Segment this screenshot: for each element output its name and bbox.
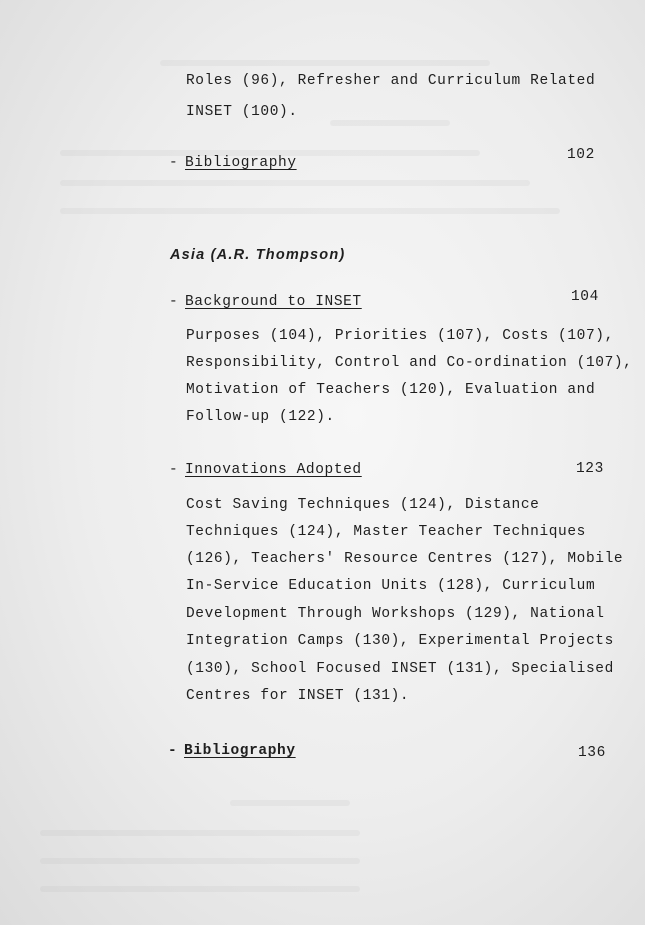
intro-line: INSET (100). <box>186 104 298 120</box>
entry-description-line: Purposes (104), Priorities (107), Costs (107), <box>186 328 614 344</box>
section-heading: Asia (A.R. Thompson) <box>170 247 346 263</box>
entry-dash: - <box>169 462 179 478</box>
entry-description-line: Techniques (124), Master Teacher Techniques <box>186 524 586 540</box>
entry-description-line: (126), Teachers' Resource Centres (127), Mobile <box>186 551 624 567</box>
show-through-line <box>60 208 560 214</box>
entry-page-number: 123 <box>576 461 604 477</box>
entry-page-number: 136 <box>578 745 606 761</box>
entry-page-number: 104 <box>571 289 599 305</box>
entry-description-line: Cost Saving Techniques (124), Distance <box>186 497 540 513</box>
entry-description-line: (130), School Focused INSET (131), Specialised <box>186 661 614 677</box>
show-through-line <box>330 120 450 126</box>
show-through-line <box>40 858 360 864</box>
entry-description-line: Responsibility, Control and Co-ordination (107), <box>186 355 633 371</box>
entry-description-line: Integration Camps (130), Experimental Projects <box>186 633 614 649</box>
show-through-line <box>40 886 360 892</box>
entry-dash: - <box>169 294 179 310</box>
toc-entry-innovations <box>169 462 362 478</box>
intro-line: Roles (96), Refresher and Curriculum Related <box>186 73 596 89</box>
toc-entry-bibliography <box>169 155 297 171</box>
entry-description-line: In-Service Education Units (128), Curriculum <box>186 578 596 594</box>
entry-description-line: Development Through Workshops (129), National <box>186 606 605 622</box>
entry-title: Bibliography <box>185 155 297 171</box>
entry-title: Bibliography <box>184 743 296 759</box>
entry-dash: - <box>169 155 179 171</box>
entry-page-number: 102 <box>567 147 595 163</box>
show-through-line <box>60 180 530 186</box>
entry-description-line: Follow-up (122). <box>186 409 335 425</box>
toc-entry-background <box>169 294 362 310</box>
toc-entry-bibliography <box>168 743 296 759</box>
entry-title: Background to INSET <box>185 294 362 310</box>
entry-dash: - <box>168 743 178 759</box>
show-through-line <box>230 800 350 806</box>
show-through-line <box>40 830 360 836</box>
entry-description-line: Motivation of Teachers (120), Evaluation and <box>186 382 596 398</box>
show-through-line <box>160 60 490 66</box>
entry-title: Innovations Adopted <box>185 462 362 478</box>
entry-description-line: Centres for INSET (131). <box>186 688 410 704</box>
